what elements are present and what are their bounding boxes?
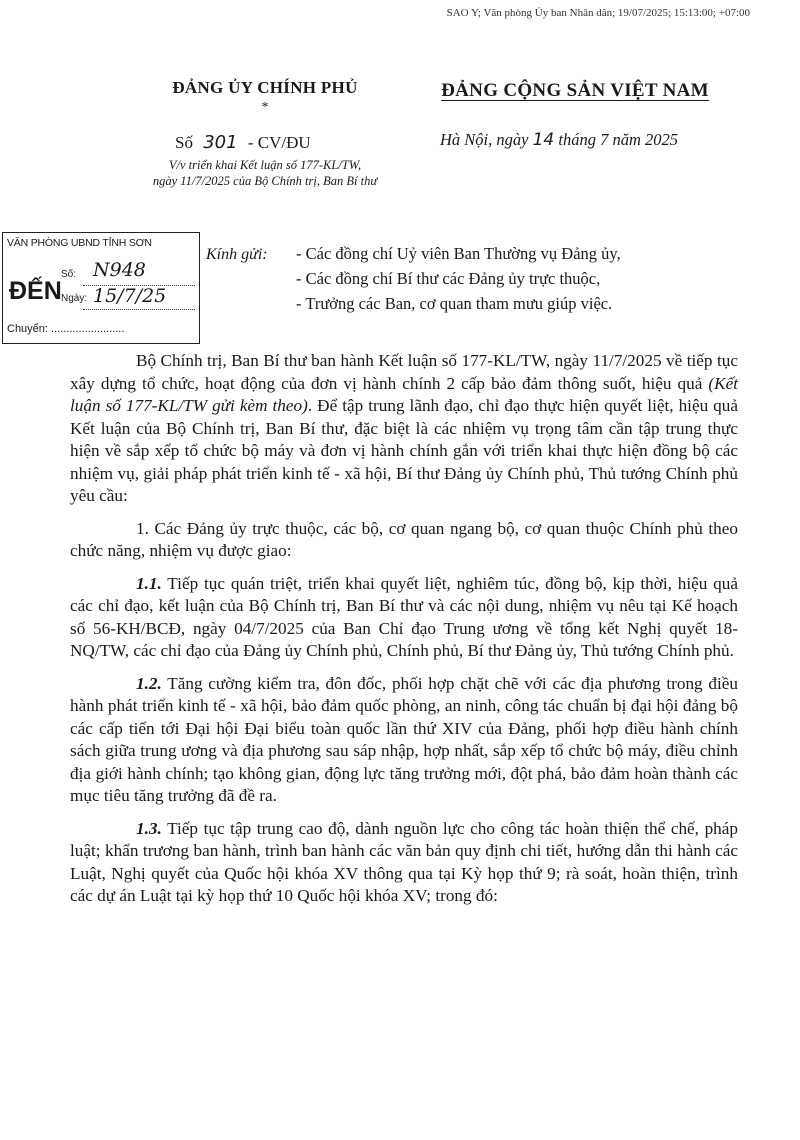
paragraph-1-2 [70, 673, 738, 808]
intro-text: Bộ Chính trị, Ban Bí thư ban hành Kết luận số 177-KL/TW, ngày 11/7/2025 về tiếp tục xây dựng tổ chức, hoạt động của đơn vị hành chính 2 cấp bảo đảm thông suốt, hiệu quả [70, 351, 738, 393]
star-separator: * [261, 100, 269, 115]
digital-copy-stamp: SAO Y; Văn phòng Ủy ban Nhân dân; 19/07/2025; 15:13:00; +07:00 [446, 7, 750, 19]
party-name: ĐẢNG CỘNG SẢN VIỆT NAM [441, 80, 709, 101]
stamp-office: VĂN PHÒNG UBND TỈNH SƠN [7, 237, 152, 249]
doc-number-handwritten: 301 [203, 132, 238, 153]
issuing-org: ĐẢNG ỦY CHÍNH PHỦ [172, 78, 358, 97]
stamp-den: ĐẾN [9, 277, 62, 305]
date-suffix: tháng 7 năm 2025 [558, 130, 678, 149]
intro-text-cont: . Để tập trung lãnh đạo, chỉ đạo thực hiện quyết liệt, hiệu quả Kết luận của Bộ Chính trị, Ban Bí thư, đặc biệt là các nhiệm vụ trọng tâm cần tập trung thực hiện về sắp xếp tổ chức bộ máy và đơn vị hành chính gắn với triển khai thực hiện đồng bộ các nhiệm vụ, giải pháp phát triển kinh tế - xã hội, Bí thư Đảng ủy Chính phủ, Thủ tướng Chính phủ yêu cầu: [70, 396, 739, 505]
recipient-item: - Trưởng các Ban, cơ quan tham mưu giúp việc. [296, 294, 613, 313]
item-number: 1.1. [136, 573, 162, 593]
date-prefix: Hà Nội, ngày [440, 130, 529, 149]
item-text: Tiếp tục tập trung cao độ, dành nguồn lực cho công tác hoàn thiện thể chế, pháp luật; khẩn trương ban hành, trình ban hành các văn bản quy định chi tiết, hướng dẫn thi hành các Luật, Nghị quyết của Quốc hội khóa XV thông qua tại Kỳ họp thứ 9; rà soát, hoàn thiện, trình các dự án Luật tại kỳ họp thứ 10 Quốc hội khóa XV; trong đó: [70, 818, 738, 905]
item-number: 1.2. [136, 673, 162, 693]
stamp-so-label: Số: [61, 269, 77, 280]
document-body [70, 350, 738, 918]
dateline [440, 130, 678, 150]
party-header [420, 80, 730, 102]
issuing-org-block [110, 78, 420, 116]
stamp-ngay-label: Ngày: [61, 293, 88, 304]
item-text: Tiếp tục quán triệt, triển khai quyết liệt, nghiêm túc, đồng bộ, kịp thời, hiệu quả các chỉ đạo, kết luận của Bộ Chính trị, Ban Bí thư và các nội dung, nhiệm vụ nêu tại Kế hoạch số 56-KH/BCĐ, ngày 04/7/2025 của Ban Chỉ đạo Trung ương về tổng kết Nghị quyết 18-NQ/TW, các chỉ đạo của Đảng ủy Chính phủ, Chính phủ, Bí thư Đảng ủy, Thủ tướng Chính phủ. [70, 573, 738, 660]
item-number: 1.3. [136, 818, 162, 838]
document-number [175, 132, 311, 153]
recipients-label: Kính gửi: [206, 246, 268, 263]
paragraph-1 [70, 518, 738, 563]
received-stamp [2, 232, 200, 344]
intro-italic: (Kết luận số 177-KL/TW gửi kèm theo) [70, 373, 738, 415]
subject-line-1: V/v triển khai Kết luận số 177-KL/TW, [168, 158, 362, 172]
doc-suffix: - CV/ĐU [247, 133, 311, 152]
stamp-so-value: N948 [93, 259, 146, 281]
date-day-handwritten: 14 [532, 130, 555, 150]
stamp-dotted-line [83, 309, 195, 310]
document-subject [105, 157, 425, 189]
stamp-chuyen: Chuyển: ........................ [7, 323, 125, 335]
recipient-item: - Các đồng chí Uỷ viên Ban Thường vụ Đảng ủy, [296, 244, 621, 263]
paragraph-intro [70, 350, 738, 508]
section-1-text: 1. Các Đảng ủy trực thuộc, các bộ, cơ quan ngang bộ, cơ quan thuộc Chính phủ theo chức năng, nhiệm vụ được giao: [70, 518, 738, 560]
item-text: Tăng cường kiểm tra, đôn đốc, phối hợp chặt chẽ với các địa phương trong điều hành phát triển kinh tế - xã hội, bảo đảm quốc phòng, an ninh, công tác chuẩn bị đại hội đảng bộ các cấp tiến tới Đại hội Đại biểu toàn quốc lần thứ XIV của Đảng, phối hợp điều hành chính sách giữa trung ương và địa phương sau sáp nhập, hợp nhất, sắp xếp tổ chức bộ máy, điều chỉnh địa giới hành chính; tạo không gian, động lực tăng trưởng mới, đột phá, bảo đảm hoàn thành các mục tiêu tăng trưởng đã đề ra. [70, 673, 738, 805]
recipient-item: - Các đồng chí Bí thư các Đảng ủy trực thuộc, [296, 269, 601, 288]
paragraph-1-1 [70, 573, 738, 663]
paragraph-1-3 [70, 818, 738, 908]
stamp-ngay-value: 15/7/25 [93, 285, 167, 307]
doc-prefix: Số [175, 133, 193, 152]
subject-line-2: ngày 11/7/2025 của Bộ Chính trị, Ban Bí thư [152, 174, 378, 188]
